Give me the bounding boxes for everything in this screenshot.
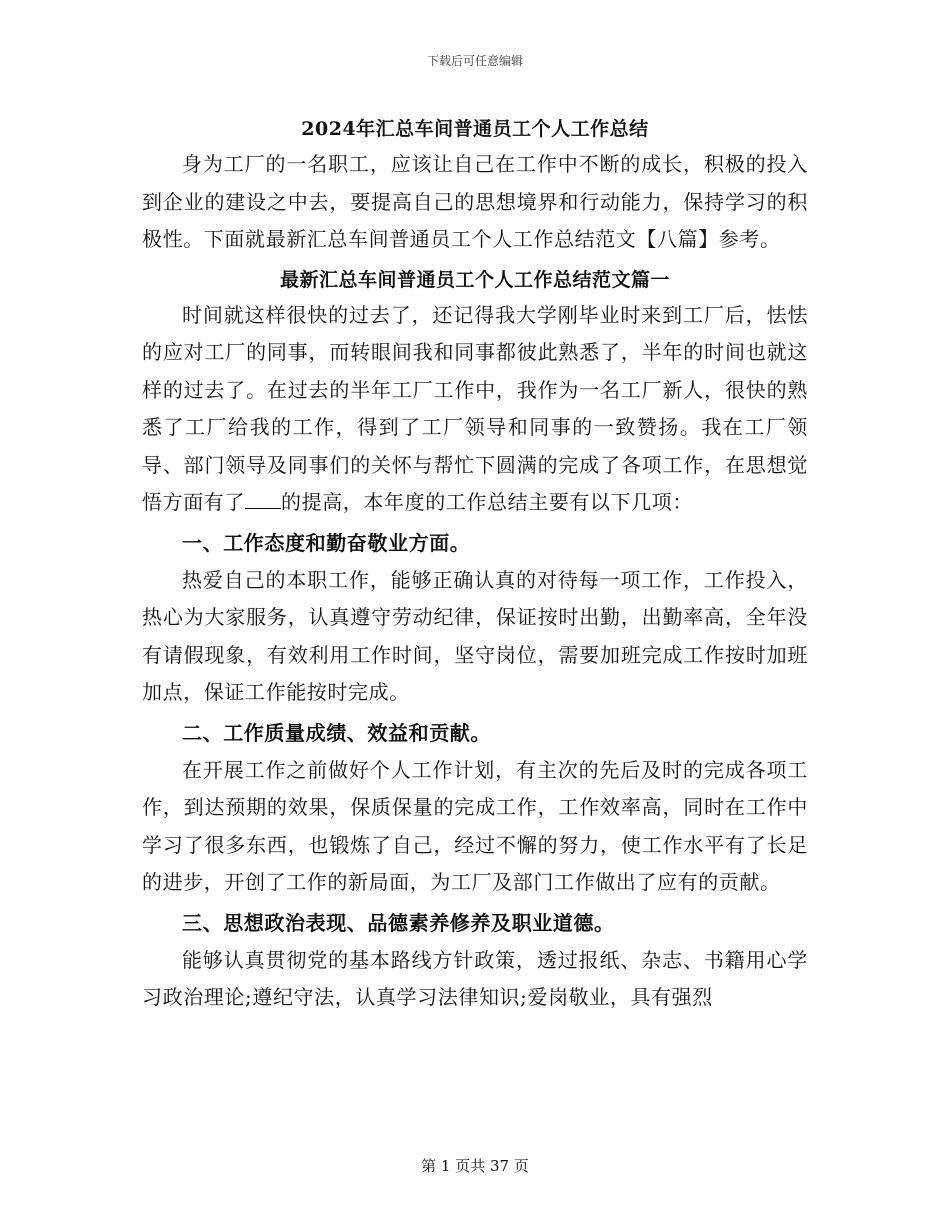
section-title: 最新汇总车间普通员工个人工作总结范文篇一 (279, 268, 670, 291)
document-title: 2024年汇总车间普通员工个人工作总结 (301, 118, 649, 140)
page-number: 第 1 页共 37 页 (421, 1157, 529, 1175)
heading-2: 二、工作质量成绩、效益和贡献。 (182, 720, 491, 745)
paragraph-4: 能够认真贯彻党的基本路线方针政策，透过报纸、杂志、书籍用心学习政治理论;遵纪守法，认真学习法律知识;爱岗敬业，具有强烈 (142, 947, 808, 1009)
document-body (142, 112, 808, 1017)
heading-3: 三、思想政治表现、品德素养修养及职业道德。 (182, 910, 615, 935)
paragraph-1 (142, 297, 808, 522)
paragraph-3: 在开展工作之前做好个人工作计划，有主次的先后及时的完成各项工作，到达预期的效果，保质保量的完成工作，工作效率高，同时在工作中学习了很多东西，也锻炼了自己，经过不懈的努力，使工作水平有了长足的进步，开创了工作的新局面，为工厂及部门工作做出了应有的贡献。 (142, 757, 808, 894)
paragraph-1-text-a: 时间就这样很快的过去了，还记得我大学刚毕业时来到工厂后，怯怯的应对工厂的同事，而转眼间我和同事都彼此熟悉了，半年的时间也就这样的过去了。在过去的半年工厂工作中，我作为一名工厂新人，很快的熟悉了工厂给我的工作，得到了工厂领导和同事的一致赞扬。我在工厂领导、部门领导及同事们的关怀与帮忙下圆满的完成了各项工作，在思想觉悟方面有了 (142, 302, 808, 514)
fill-in-blank (245, 490, 281, 509)
paragraph-1-text-b: 的提高，本年度的工作总结主要有以下几项： (281, 490, 693, 514)
paragraph-2: 热爱自己的本职工作，能够正确认真的对待每一项工作，工作投入，热心为大家服务，认真遵守劳动纪律，保证按时出勤，出勤率高，全年没有请假现象，有效利用工作时间，坚守岗位，需要加班完成工作按时加班加点，保证工作能按时完成。 (142, 567, 808, 704)
intro-paragraph: 身为工厂的一名职工，应该让自己在工作中不断的成长，积极的投入到企业的建设之中去，要提高自己的思想境界和行动能力，保持学习的积极性。下面就最新汇总车间普通员工个人工作总结范文【八篇】参考。 (142, 152, 808, 251)
heading-1: 一、工作态度和勤奋敬业方面。 (182, 530, 471, 555)
page-header-note: 下载后可任意编辑 (426, 54, 523, 68)
